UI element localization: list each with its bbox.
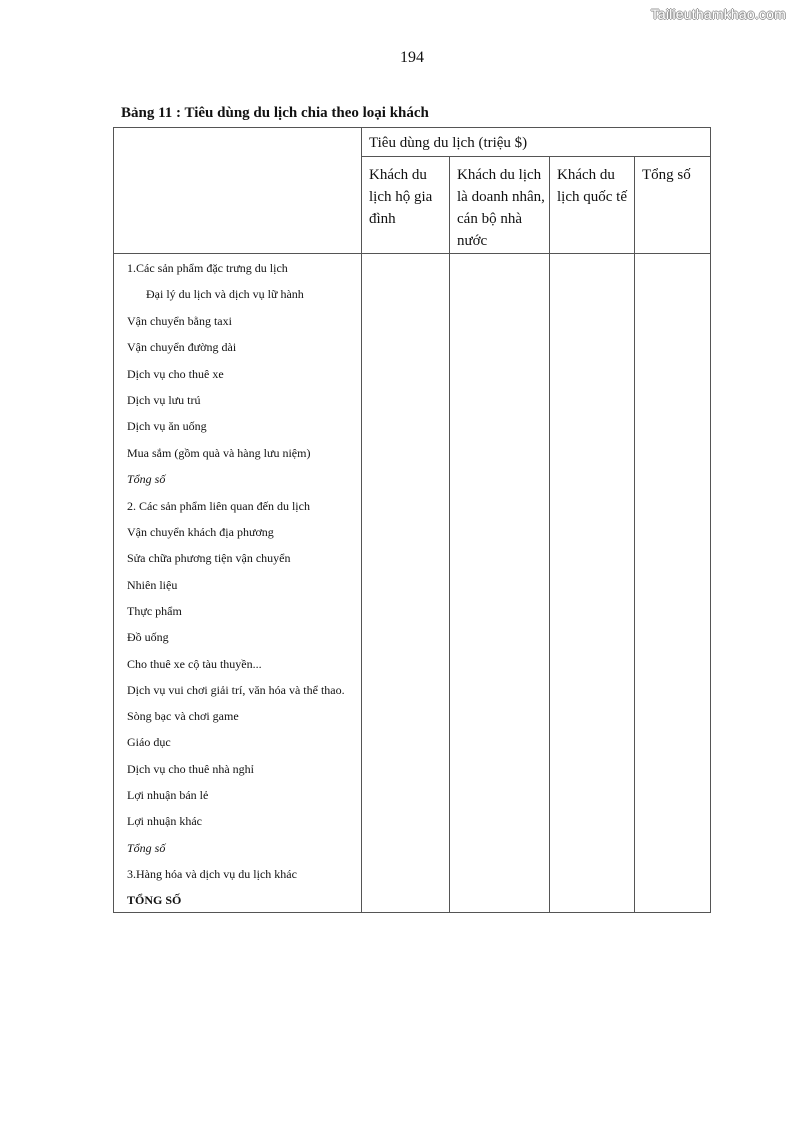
row-label: Vận chuyển khách địa phương — [127, 524, 274, 539]
row-label: Dịch vụ vui chơi giải trí, văn hóa và thể thao. — [127, 683, 345, 698]
row-label: Lợi nhuận bán lẻ — [127, 787, 209, 802]
section-heading: 2. Các sản phẩm liên quan đến du lịch — [127, 498, 310, 513]
business-values-cell — [450, 254, 550, 913]
subtotal-label: Tổng số — [127, 840, 166, 855]
row-label: Cho thuê xe cộ tàu thuyền... — [127, 656, 262, 671]
column-header-business: Khách du lịch là doanh nhân, cán bộ nhà nước — [450, 157, 550, 254]
section-heading: 1.Các sản phẩm đặc trưng du lịch — [127, 261, 288, 275]
row-labels-cell — [114, 254, 362, 913]
row-label: Dịch vụ ăn uống — [127, 419, 207, 434]
blank-corner-cell — [114, 128, 362, 254]
watermark: Tailieuthamkhao.com — [650, 6, 786, 22]
row-label: Mua sắm (gồm quà và hàng lưu niệm) — [127, 445, 311, 460]
row-label: Thực phẩm — [127, 604, 182, 619]
row-label: Đồ uống — [127, 630, 169, 645]
table-title: Bảng 11 : Tiêu dùng du lịch chia theo loại khách — [121, 105, 429, 121]
row-label: Lợi nhuận khác — [127, 814, 202, 829]
page-number: 194 — [400, 49, 424, 66]
column-header-international: Khách du lịch quốc tế — [550, 157, 635, 254]
subtotal-label: Tổng số — [127, 472, 166, 487]
section-heading: 3.Hàng hóa và dịch vụ du lịch khác — [127, 867, 297, 882]
row-label: Dịch vụ cho thuê xe — [127, 366, 224, 381]
group-header: Tiêu dùng du lịch (triệu $) — [362, 128, 711, 157]
grand-total-label: TỔNG SỐ — [127, 893, 182, 908]
total-values-cell — [635, 254, 711, 913]
row-label: Vận chuyển đường dài — [127, 340, 237, 355]
household-values-cell — [362, 254, 450, 913]
international-values-cell — [550, 254, 635, 913]
tourism-consumption-table — [113, 127, 711, 913]
row-label: Dịch vụ cho thuê nhà nghỉ — [127, 761, 254, 776]
row-label: Đại lý du lịch và dịch vụ lữ hành — [146, 287, 304, 302]
row-label: Nhiên liệu — [127, 577, 178, 592]
row-label: Giáo dục — [127, 735, 171, 750]
column-header-household: Khách du lịch hộ gia đình — [362, 157, 450, 254]
row-label: Vận chuyển bằng taxi — [127, 313, 232, 328]
row-label: Dịch vụ lưu trú — [127, 392, 201, 407]
row-label: Sửa chữa phương tiện vận chuyển — [127, 551, 291, 566]
column-header-total: Tổng số — [635, 157, 711, 254]
row-label: Sòng bạc và chơi game — [127, 708, 239, 723]
